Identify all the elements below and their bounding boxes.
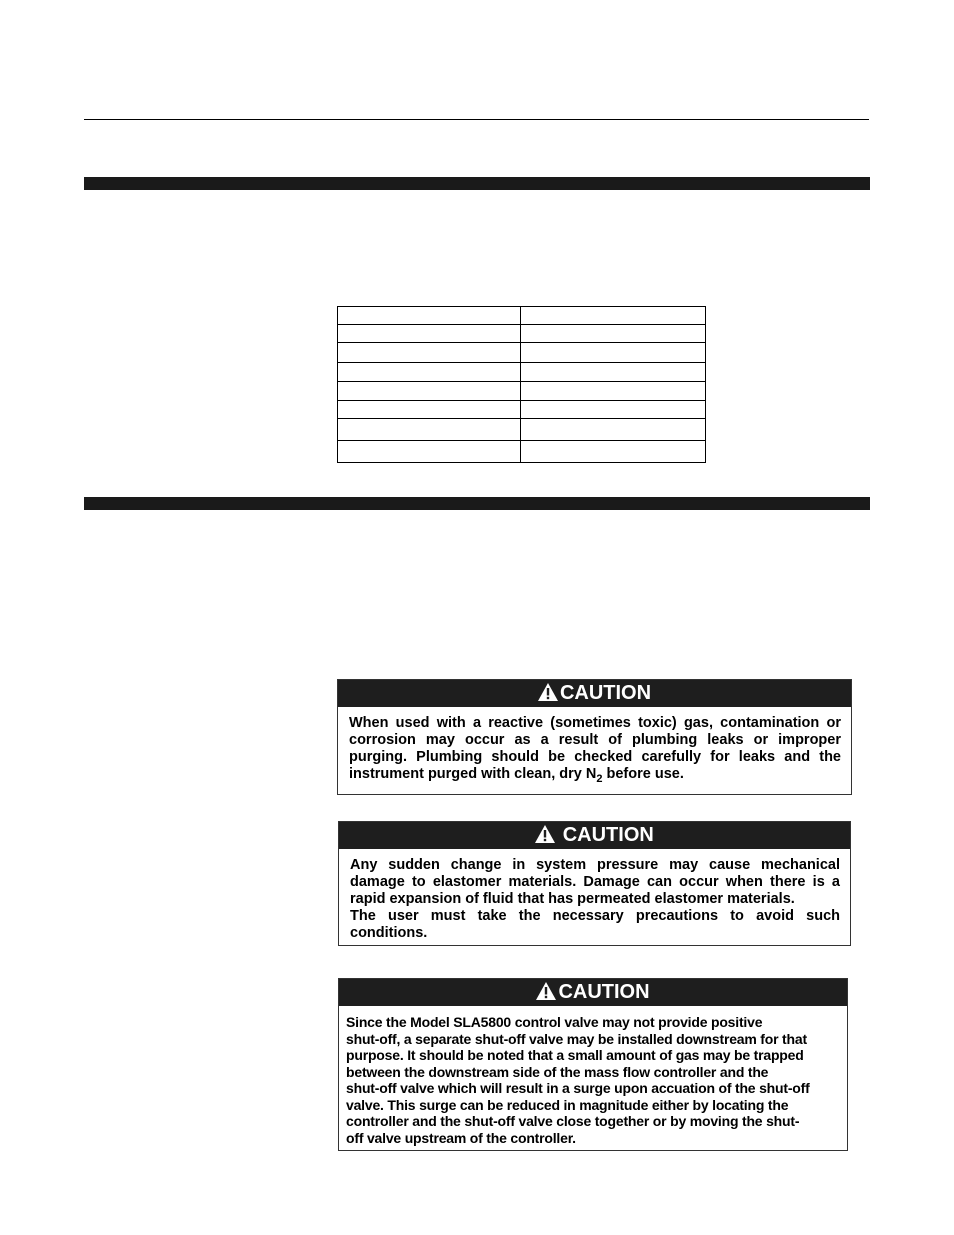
subscript-2: 2 (596, 773, 603, 785)
table-row (338, 307, 706, 325)
table-row (338, 363, 706, 382)
caution-line: purpose. It should be noted that a small amount of gas may be trapped (346, 1047, 804, 1063)
table-cell (338, 325, 521, 343)
table-row (338, 325, 706, 343)
caution-line: shut-off valve which will result in a surge upon accuation of the shut-off (346, 1080, 810, 1096)
caution-text-main: When used with a reactive (sometimes toxic) gas, contamination or corrosion may occur as a result of plumbing leaks or improper purging. Plumbing should be checked carefully for leaks and the instrument purged with clean, dry N (349, 715, 841, 782)
caution-line: off valve upstream of the controller. (346, 1129, 576, 1146)
table-cell (521, 307, 706, 325)
caution-box-contamination (337, 679, 852, 795)
table-cell (338, 343, 521, 363)
caution-header (339, 979, 847, 1006)
caution-line: between the downstream side of the mass flow controller and the (346, 1063, 769, 1080)
caution-title: CAUTION (558, 981, 650, 1003)
table-cell (521, 382, 706, 401)
caution-text-end: before use. (602, 766, 684, 782)
spec-table (337, 306, 706, 463)
warning-triangle-icon (536, 981, 556, 1008)
table-row (338, 343, 706, 363)
caution-line: Since the Model SLA5800 control valve may not provide positive (346, 1014, 763, 1030)
table-cell (338, 382, 521, 401)
table-row (338, 419, 706, 441)
table-cell (338, 363, 521, 382)
table-cell (338, 401, 521, 419)
table-cell (521, 363, 706, 382)
caution-header (338, 680, 851, 707)
caution-box-pressure (338, 821, 851, 946)
caution-title: CAUTION (559, 682, 652, 704)
caution-paragraph-1: Any sudden change in system pressure may cause mechanical damage to elastomer materials. Damage can occur when there is a rapid expansion of fluid that has permeated elastomer materials. (350, 857, 840, 907)
table-cell (521, 419, 706, 441)
caution-paragraph-2: The user must take the necessary precautions to avoid such conditions. (350, 908, 840, 941)
table-cell (521, 441, 706, 463)
warning-triangle-icon (538, 682, 558, 709)
table-cell (521, 325, 706, 343)
caution-text (338, 707, 851, 791)
caution-line: controller and the shut-off valve close together or by moving the shut- (346, 1113, 800, 1129)
caution-text (339, 849, 850, 950)
caution-text (339, 1006, 847, 1152)
header-rule (84, 119, 869, 120)
caution-line: valve. This surge can be reduced in magnitude either by locating the (346, 1096, 789, 1113)
table-cell (338, 441, 521, 463)
table-cell (521, 401, 706, 419)
table-cell (338, 419, 521, 441)
section-bar-1 (84, 177, 870, 190)
caution-header (339, 822, 850, 849)
warning-triangle-icon (535, 824, 555, 851)
table-row (338, 401, 706, 419)
table-cell (521, 343, 706, 363)
caution-box-shutoff (338, 978, 848, 1151)
caution-line: shut-off, a separate shut-off valve may be installed downstream for that (346, 1030, 807, 1047)
table-row (338, 441, 706, 463)
caution-title: CAUTION (562, 824, 654, 846)
table-cell (338, 307, 521, 325)
table-row (338, 382, 706, 401)
section-bar-2 (84, 497, 870, 510)
